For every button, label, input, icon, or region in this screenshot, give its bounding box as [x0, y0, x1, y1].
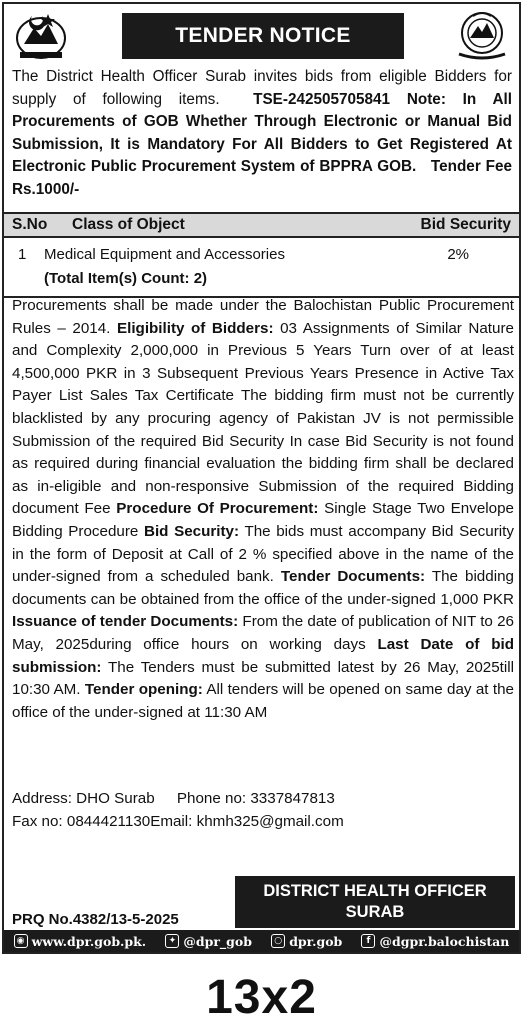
website-label: www.dpr.gob.pk. [31, 933, 147, 949]
details-text: From the date of publication of NIT to 26 May, 2025during office hours on working days [12, 613, 514, 653]
phone-number: Phone no: 3337847813 [176, 790, 335, 807]
contact-info [12, 788, 344, 833]
notice-header [4, 4, 519, 66]
details-text: The bidding documents can be obtained from the office of the under-signed 1,000 PKR [12, 568, 514, 608]
cell-sno: 1 [18, 246, 27, 263]
details-text: Single Stage Two Envelope Bidding Procedure [12, 500, 514, 540]
details-heading: Procedure Of Procurement: [116, 500, 319, 518]
ad-size-label: 13x2 [206, 971, 317, 1024]
social-website [14, 934, 147, 949]
tender-details [12, 295, 514, 724]
signature-line-2: SURAB [345, 903, 405, 921]
details-text: The Tenders must be submitted latest by 26 May, 2025till 10:30 AM. [12, 658, 514, 699]
twitter-label: @dpr_gob [183, 933, 252, 949]
balochistan-emblem-logo [10, 8, 72, 62]
prq-number: PRQ No.4382/13-5-2025 [12, 911, 179, 928]
table-header [4, 212, 519, 238]
details-heading: Issuance of tender Documents: [12, 613, 239, 631]
details-text: The bids must accompany Bid Security in the form of Deposit at Call of 2 % specified above in the name of the under-signed from a scheduled bank. [12, 522, 514, 586]
column-header-class: Class of Object [72, 216, 185, 233]
facebook-icon: f [361, 934, 375, 948]
cell-item: Medical Equipment and Accessories [44, 246, 285, 263]
social-bar [4, 930, 519, 952]
instagram-icon: ○ [271, 934, 285, 948]
social-twitter [165, 934, 252, 949]
government-seal-logo [451, 8, 513, 62]
cell-security: 2% [447, 246, 469, 263]
twitter-icon: ✦ [165, 934, 179, 948]
details-text: Procurements shall be made under the Balochistan Public Procurement Rules – 2014. [12, 297, 514, 337]
column-header-security: Bid Security [420, 216, 511, 233]
table-row [4, 238, 519, 298]
details-heading: Eligibility of Bidders: [116, 319, 274, 337]
address: Address: DHO Surab [12, 790, 155, 807]
details-heading: Tender opening: [84, 681, 203, 699]
intro-paragraph [12, 66, 512, 201]
tender-notice [2, 2, 521, 954]
signature-line-1: DISTRICT HEALTH OFFICER [263, 882, 487, 900]
facebook-label: @dgpr.balochistan [379, 933, 510, 949]
column-header-sno: S.No [12, 216, 48, 233]
details-text: All tenders will be opened on same day at the office of the under-signed at 11:30 AM [12, 681, 514, 721]
cell-item-count: (Total Item(s) Count: 2) [44, 270, 208, 287]
signature-block [235, 876, 515, 928]
details-heading: Bid Security: [143, 522, 240, 540]
intro-text: The District Health Officer Surab invites bids from eligible Bidders for supply of following items. [12, 68, 512, 108]
tender-fee: Tender Fee Rs.1000/- [12, 158, 512, 198]
fax-email: Fax no: 0844421130Email: khmh325@gmail.com [12, 812, 344, 830]
instagram-label: dpr.gob [289, 933, 343, 949]
page-title: TENDER NOTICE [122, 13, 404, 59]
tender-note: TSE-242505705841 Note: In All Procurements of GOB Whether Through Electronic or Manual Bid Submission, It is Mandatory For All Bidders to Get Registered At Electronic Public Procurement System of BPPRA GOB. [12, 90, 513, 175]
globe-icon: ◉ [14, 934, 28, 948]
details-heading: Last Date of bid submission: [12, 635, 514, 676]
social-instagram [271, 934, 342, 949]
details-text: 03 Assignments of Similar Nature and Complexity 2,000,000 in Previous 5 Years Turn over of at least 4,500,000 PKR in 3 Subsequent Previous Years Presence in Active Tax Payer List Sales Tax Certificate The bidding firm must not be currently blacklisted by any procuring agency of Pakistan JV is not permissible Submission of the required Bid Security In case Bid Security is not found as required during financial evaluation the bidding firm shall be declared as in-eligible and non-responsive Submission of the required Bidding document Fee [12, 319, 514, 518]
items-table [4, 212, 519, 298]
social-facebook [361, 934, 509, 949]
details-heading: Tender Documents: [280, 568, 426, 586]
